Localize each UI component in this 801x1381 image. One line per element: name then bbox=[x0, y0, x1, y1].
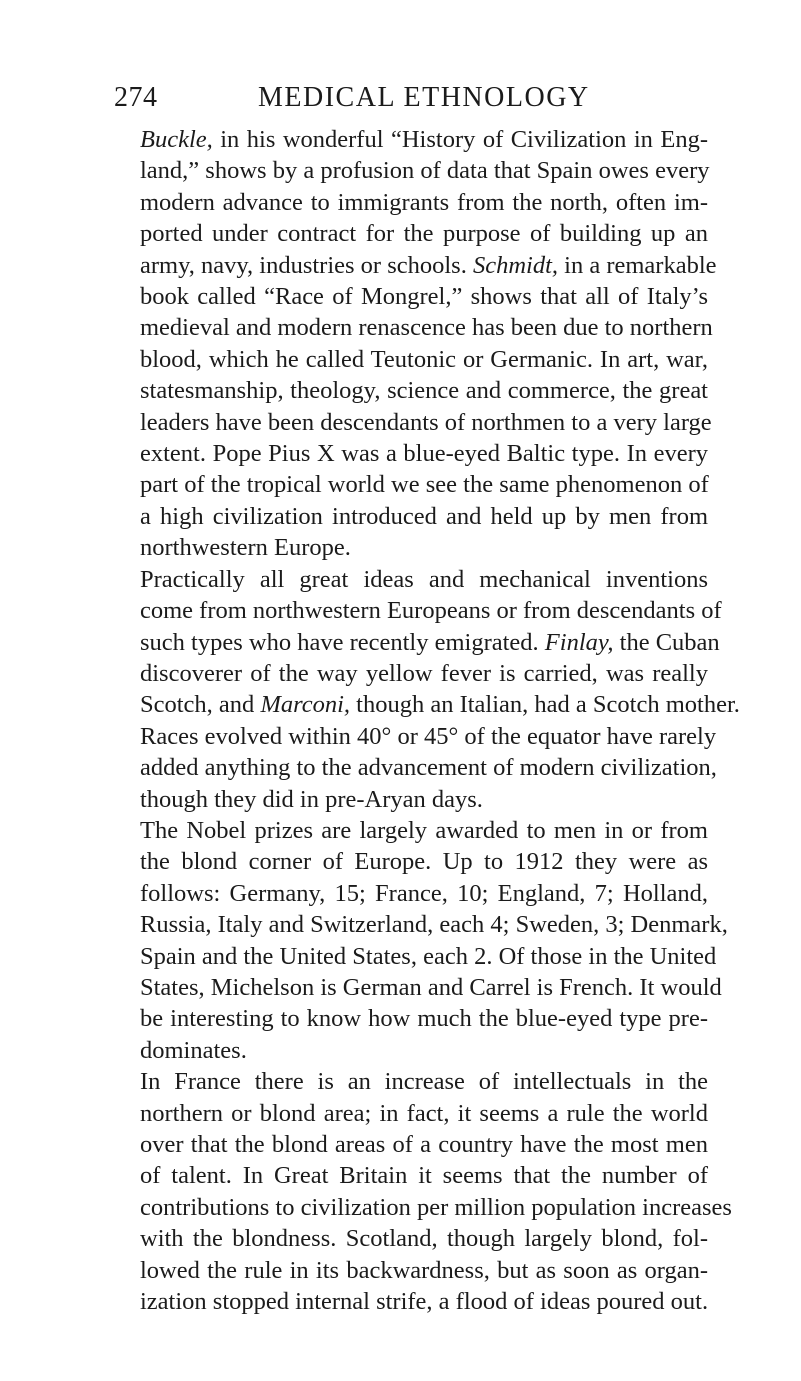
text-run: leaders have been descendants of northmen to a very large bbox=[140, 408, 712, 436]
text-run: discoverer of the way yellow fever is carried, was really bbox=[140, 659, 708, 687]
body-text bbox=[140, 124, 740, 1317]
text-line bbox=[140, 1003, 708, 1034]
text-run: blood, which he called Teutonic or Germanic. In art, war, bbox=[140, 345, 708, 373]
text-line bbox=[140, 972, 722, 1003]
text-run: northwestern Europe. bbox=[140, 534, 351, 562]
text-line bbox=[140, 784, 708, 815]
text-line bbox=[140, 532, 708, 563]
text-run: contributions to civilization per million population increases bbox=[140, 1193, 732, 1221]
text-line bbox=[140, 469, 708, 500]
text-line bbox=[140, 909, 728, 940]
text-run: added anything to the advancement of modern civilization, bbox=[140, 754, 717, 782]
text-run: the blond corner of Europe. Up to 1912 they were as bbox=[140, 848, 708, 876]
text-line bbox=[140, 1255, 708, 1286]
text-line bbox=[140, 564, 708, 595]
text-run: army, navy, industries or schools. bbox=[140, 251, 473, 279]
text-line bbox=[140, 344, 708, 375]
text-line bbox=[140, 1098, 708, 1129]
italic-name: Finlay, bbox=[544, 628, 614, 656]
text-run: extent. Pope Pius X was a blue-eyed Baltic type. In every bbox=[140, 440, 708, 468]
paragraph bbox=[140, 564, 740, 815]
italic-name: Buckle, bbox=[140, 126, 213, 153]
text-line bbox=[140, 846, 708, 877]
text-line bbox=[140, 658, 708, 689]
text-line bbox=[140, 375, 708, 406]
italic-name: Schmidt, bbox=[472, 251, 559, 279]
text-line bbox=[140, 1286, 708, 1317]
text-line bbox=[140, 689, 740, 720]
running-head: MEDICAL ETHNOLOGY bbox=[258, 82, 590, 113]
text-line bbox=[140, 1160, 708, 1191]
text-run: statesmanship, theology, science and commerce, the great bbox=[140, 377, 708, 405]
text-run: Spain and the United States, each 2. Of those in the United bbox=[140, 942, 717, 970]
text-run: land,” shows by a profusion of data that Spain owes every bbox=[140, 157, 710, 185]
text-run: In France there is an increase of intellectuals in the bbox=[140, 1068, 708, 1096]
text-run: though they did in pre-Aryan days. bbox=[140, 785, 483, 813]
text-line bbox=[140, 124, 708, 155]
text-line bbox=[140, 155, 708, 186]
text-run: with the blondness. Scotland, though largely blond, fol- bbox=[140, 1225, 708, 1253]
text-run: follows: Germany, 15; France, 10; England, 7; Holland, bbox=[140, 879, 708, 907]
text-run: of talent. In Great Britain it seems that the number of bbox=[140, 1162, 708, 1190]
text-run: a high civilization introduced and held up by men from bbox=[140, 502, 708, 530]
text-line bbox=[140, 595, 722, 626]
text-line bbox=[140, 187, 708, 218]
text-run: medieval and modern renascence has been due to northern bbox=[140, 314, 713, 342]
text-line bbox=[140, 438, 708, 469]
text-line bbox=[140, 627, 720, 658]
text-run: come from northwestern Europeans or from descendants of bbox=[140, 597, 722, 625]
text-run: Races evolved within 40° or 45° of the equator have rarely bbox=[140, 722, 717, 750]
paragraph bbox=[140, 1066, 732, 1317]
text-line bbox=[140, 878, 708, 909]
text-run: over that the blond areas of a country have the most men bbox=[140, 1131, 708, 1158]
text-run: in a remarkable bbox=[558, 251, 717, 279]
page-number: 274 bbox=[114, 82, 158, 113]
text-line bbox=[140, 312, 713, 343]
text-line bbox=[140, 1035, 708, 1066]
italic-name: Marconi, bbox=[260, 691, 351, 719]
text-line bbox=[140, 1129, 708, 1160]
text-line bbox=[140, 752, 717, 783]
text-run: Russia, Italy and Switzerland, each 4; Sweden, 3; Denmark, bbox=[140, 911, 728, 939]
text-run: part of the tropical world we see the same phenomenon of bbox=[140, 471, 709, 499]
text-run: such types who have recently emigrated. bbox=[140, 628, 545, 656]
text-run: The Nobel prizes are largely awarded to men in or from bbox=[140, 816, 708, 844]
text-run: northern or blond area; in fact, it seems a rule the world bbox=[140, 1099, 708, 1127]
page-header bbox=[114, 82, 711, 122]
text-run: lowed the rule in its backwardness, but as soon as organ- bbox=[140, 1256, 708, 1284]
text-line bbox=[140, 250, 717, 281]
text-line bbox=[140, 721, 717, 752]
text-line bbox=[140, 407, 712, 438]
text-run: though an Italian, had a Scotch mother. bbox=[350, 691, 740, 719]
text-run: modern advance to immigrants from the north, often im- bbox=[140, 188, 708, 216]
text-run: ization stopped internal strife, a flood of ideas poured out. bbox=[140, 1288, 709, 1316]
text-run: book called “Race of Mongrel,” shows that all of Italy’s bbox=[140, 283, 708, 311]
text-run: the Cuban bbox=[613, 628, 720, 656]
text-line bbox=[140, 501, 708, 532]
text-run: Scotch, and bbox=[140, 691, 261, 719]
text-line bbox=[140, 1066, 708, 1097]
paragraph bbox=[140, 124, 717, 564]
paragraph bbox=[140, 815, 728, 1066]
text-run: be interesting to know how much the blue-eyed type pre- bbox=[140, 1005, 708, 1033]
text-line bbox=[140, 281, 708, 312]
text-line bbox=[140, 941, 717, 972]
text-run: Practically all great ideas and mechanical inventions bbox=[140, 565, 708, 593]
text-line bbox=[140, 1223, 708, 1254]
text-line bbox=[140, 218, 708, 249]
text-run: dominates. bbox=[140, 1036, 247, 1064]
text-run: ported under contract for the purpose of building up an bbox=[140, 220, 708, 248]
text-run: States, Michelson is German and Carrel is French. It would bbox=[140, 973, 722, 1001]
text-run: in his wonderful “History of Civilization in Eng- bbox=[212, 126, 708, 153]
text-line bbox=[140, 1192, 732, 1223]
text-line bbox=[140, 815, 708, 846]
